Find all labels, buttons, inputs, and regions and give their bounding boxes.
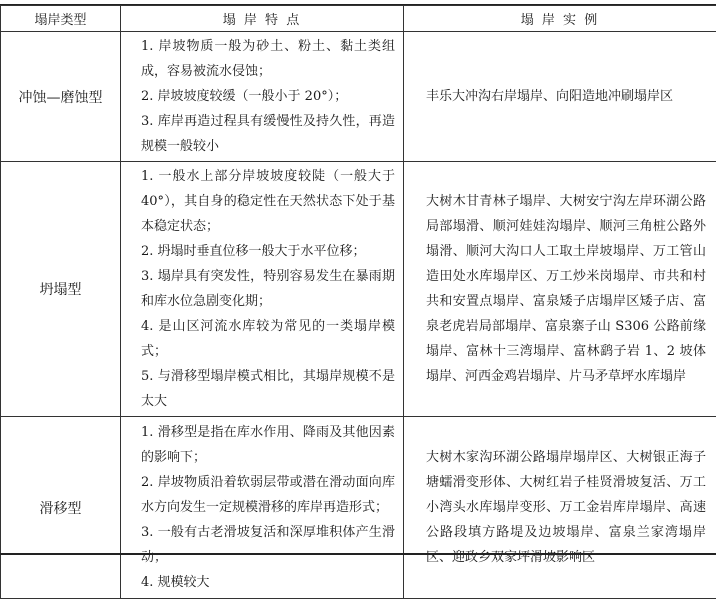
row-examples: 大树木甘青林子塌岸、大树安宁沟左岸环湖公路局部塌滑、顺河娃娃沟塌岸、顺河三角桩公路外塌滑、顺河大沟口人工取土岸坡塌岸、万工管山造田处水库塌岸区、万工炒米岗塌岸、市共和村共和安置点塌岸、富泉矮子店塌岸区矮子店、富泉老虎岩局部塌岸、富泉寨子山 S306 公路前缘塌岸、富林十三湾塌岸、富林鹞子岩 1、2 坡体塌岸、河西金鸡岩塌岸、片马矛草坪水库塌岸: [404, 162, 716, 417]
feature-item: 2. 岸坡坡度较缓（一般小于 20°）；: [141, 84, 395, 109]
table-row: [1, 32, 716, 162]
row-examples: 大树木家沟环湖公路塌岸塌岸区、大树银正海子塘蠕滑变形体、大树红岩子桂贤滑坡复活、万工小湾头水库塌岸变形、万工金岩库岸塌岸、高速公路段填方路堤及边坡塌岸、富泉兰家湾塌岸区、迎政乡双家坪滑坡影响区: [404, 417, 716, 599]
table-bottom-rule: [0, 553, 716, 555]
feature-item: 1. 一般水上部分岸坡坡度较陡（一般大于 40°），其自身的稳定性在天然状态下处于基本稳定状态；: [141, 164, 395, 239]
feature-item: 4. 是山区河流水库较为常见的一类塌岸模式；: [141, 314, 395, 364]
feature-item: 2. 岸坡物质沿着软弱层带或潜在滑动面向库水方向发生一定规模滑移的库岸再造形式；: [141, 470, 395, 520]
header-type: 塌岸类型: [1, 6, 121, 32]
feature-item: 3. 库岸再造过程具有缓慢性及持久性，再造规模一般较小: [141, 109, 395, 159]
collapse-type-table: [0, 5, 716, 599]
table-row: [1, 162, 716, 417]
table-header-row: [1, 6, 716, 32]
header-features: 塌 岸 特 点: [121, 6, 404, 32]
row-type: 滑移型: [1, 417, 121, 599]
table-row: [1, 417, 716, 599]
feature-item: 3. 一般有古老滑坡复活和深厚堆积体产生滑动；: [141, 520, 395, 570]
row-type: 冲蚀—磨蚀型: [1, 32, 121, 162]
row-type: 坍塌型: [1, 162, 121, 417]
feature-item: 4. 规模较大: [141, 570, 395, 595]
feature-item: 1. 岸坡物质一般为砂土、粉土、黏土类组成，容易被流水侵蚀；: [141, 34, 395, 84]
header-examples: 塌 岸 实 例: [404, 6, 716, 32]
feature-item: 2. 坍塌时垂直位移一般大于水平位移；: [141, 239, 395, 264]
feature-item: 5. 与滑移型塌岸模式相比，其塌岸规模不是太大: [141, 364, 395, 414]
row-features: [121, 32, 404, 162]
feature-item: 3. 塌岸具有突发性，特别容易发生在暴雨期和库水位急剧变化期；: [141, 264, 395, 314]
row-examples: 丰乐大冲沟右岸塌岸、向阳造地冲刷塌岸区: [404, 32, 716, 162]
feature-item: 1. 滑移型是指在库水作用、降雨及其他因素的影响下；: [141, 420, 395, 470]
row-features: [121, 162, 404, 417]
row-features: [121, 417, 404, 599]
